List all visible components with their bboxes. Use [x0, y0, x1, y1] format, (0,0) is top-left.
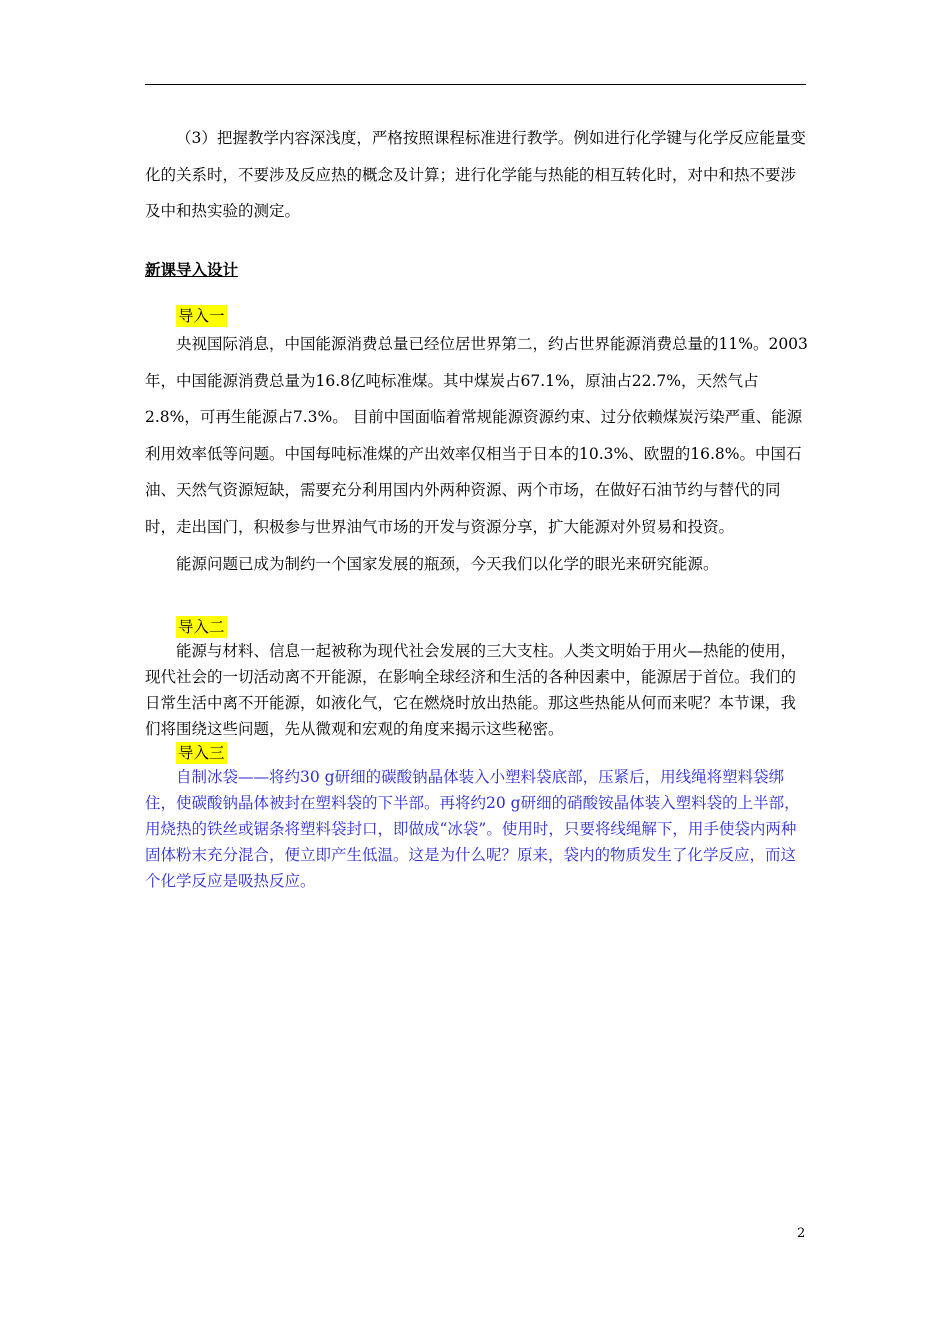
intro1-paragraph-2: 能源问题已成为制约一个国家发展的瓶颈，今天我们以化学的眼光来研究能源。: [176, 555, 719, 573]
header-rule: [145, 84, 806, 85]
intro2-label: 导入二: [178, 618, 225, 636]
intro1-paragraph: 央视国际消息，中国能源消费总量已经位居世界第二，约占世界能源消费总量的11%。2003年，中国能源消费总量为16.8亿吨标准煤。其中煤炭占67.1%，原油占22.7%，天然气占2.8%，可再生能源占7.3%。 目前中国面临着常规能源资源约束、过分依赖煤炭污染严重、能源利用效率低等问题。中国每吨标准煤的产出效率仅相当于日本的10.3%、欧盟的16.8%。中国石油、天然气资源短缺，需要充分利用国内外两种资源、两个市场，在做好石油节约与替代的同时，走出国门，积极参与世界油气市场的开发与资源分享，扩大能源对外贸易和投资。: [145, 335, 808, 536]
intro3-paragraph: 自制冰袋——将约30 g研细的碳酸钠晶体装入小塑料袋底部，压紧后，用线绳将塑料袋绑住，使碳酸钠晶体被封在塑料袋的下半部。再将约20 g研细的硝酸铵晶体装入塑料袋的上半部，用烧热的铁丝或锯条将塑料袋封口，即做成“冰袋”。使用时，只要将线绳解下，用手使袋内两种固体粉末充分混合，便立即产生低温。这是为什么呢？原来，袋内的物质发生了化学反应，而这个化学反应是吸热反应。: [145, 768, 800, 890]
paragraph-teaching-depth: （3）把握教学内容深浅度，严格按照课程标准进行教学。例如进行化学键与化学反应能量变化的关系时，不要涉及反应热的概念及计算；进行化学能与热能的相互转化时，对中和热不要涉及中和热实验的测定。: [145, 129, 806, 220]
page-number: 2: [797, 1226, 806, 1241]
section-heading: 新课导入设计: [145, 260, 239, 279]
intro2-paragraph: 能源与材料、信息一起被称为现代社会发展的三大支柱。人类文明始于用火—热能的使用，现代社会的一切活动离不开能源，在影响全球经济和生活的各种因素中，能源居于首位。我们的日常生活中离不开能源，如液化气，它在燃烧时放出热能。那这些热能从何而来呢？本节课，我们将围绕这些问题，先从微观和宏观的角度来揭示这些秘密。: [145, 642, 797, 738]
intro1-label: 导入一: [178, 307, 225, 325]
intro3-label: 导入三: [178, 744, 225, 762]
